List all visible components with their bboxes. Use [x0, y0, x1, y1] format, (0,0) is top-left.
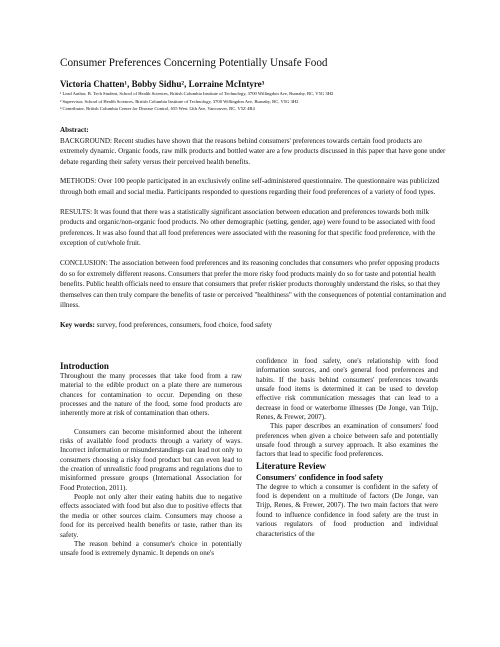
- paper-title: Consumer Preferences Concerning Potentially Unsafe Food: [60, 57, 328, 69]
- abstract-heading: Abstract:: [60, 126, 89, 134]
- keywords-label: Key words:: [60, 320, 95, 329]
- author-list: Victoria Chatten¹, Bobby Sidhu², Lorraine McIntyre³: [60, 79, 265, 89]
- left-column: [60, 360, 242, 559]
- body-paragraph-scope: This paper describes an examination of consumers' food preferences when given a choice between safe and potentially unsafe food through a survey approach. It also examines the factors that lead to specific food preferences.: [256, 422, 438, 459]
- keywords-list: survey, food preferences, consumers, food choice, food safety: [94, 320, 273, 329]
- body-paragraph-continued: confidence in food safety, one's relationship with food information sources, and one's general food preferences and habits. If the basis behind consumers' preferences towards unsafe food items is determined it can be used to develop effective risk communication messages that can lead to a decrease in food or waterborne illnesses (De Jonge, van Trijp, Renes, & Frewer, 2007).: [256, 357, 438, 422]
- abstract-section: [60, 125, 448, 340]
- abstract-methods: METHODS: Over 100 people participated in an exclusively online self-administered questionnaire. The questionnaire was publicized through both email and social media. Participants responded to questions regarding their food preferences of a variety of food types.: [60, 177, 440, 196]
- affiliation-3: ³ Contributor, British Columbia Center for Disease Control, 655 West 12th Ave, Vancouver, BC, V5Z 4R4: [60, 106, 255, 112]
- abstract-results: RESULTS: It was found that there was a statistically significant association between education and preferences towards both milk products and organic/non-organic food products. No other demographic (setting, gender, age) were found to be associated with food preferences. It was also found that all food preferences were associated with the reasoning for that specific food preference, with the exception of cut/whole fruit.: [60, 207, 436, 248]
- keywords: [60, 320, 448, 331]
- intro-paragraph-2: Consumers can become misinformed about the inherent risks of available food products through a variety of ways. Incorrect information or misunderstandings can lead not only to consumers choosing a risky food product but can even lead to the creation of unrealistic food programs and regulations due to misinformed pressure groups (International Association for Food Protection, 2011).: [60, 427, 242, 492]
- introduction-heading: Introduction: [60, 361, 109, 371]
- literature-paragraph: The degree to which a consumer is confident in the safety of food is dependent on a multitude of factors (De Jonge, van Trijp, Renes, & Frewer, 2007). The two main factors that were found to influence confidence in food safety are the trust in various regulators of food production and individual characteristics of the: [256, 482, 438, 538]
- affiliation-1: ¹ Lead Author, B. Tech Student, School of Health Sciences, British Columbia Institute of Technology, 3700 Willingdon Ave, Burnaby, BC, V5G 3H2: [60, 91, 334, 96]
- abstract-background: BACKGROUND: Recent studies have shown that the reasons behind consumers' preferences towards certain food products are extremely dynamic. Organic foods, raw milk products and bottled water are a few products discussed in this paper that have gone under debate regarding their safety versus their perceived health benefits.: [60, 136, 446, 166]
- affiliations: [60, 90, 460, 113]
- intro-paragraph-3: People not only alter their eating habits due to negative effects associated with food but also due to positive effects that the media or other sources claim. Consumers may choose a food for its perceived health benefits or taste, rather than its safety.: [60, 493, 242, 539]
- intro-paragraph-4: The reason behind a consumer's choice in potentially unsafe food is extremely dynamic. It depends on one's: [60, 539, 242, 558]
- confidence-subheading: Consumers' confidence in food safety: [256, 472, 384, 482]
- affiliation-2: ² Supervisor, School of Health Sciences, British Columbia Institute of Technology, 3700 Willingdon Ave, Burnaby, BC, V5G 3H2: [60, 98, 299, 104]
- literature-review-heading: Literature Review: [256, 460, 327, 471]
- intro-paragraph-1: Throughout the many processes that take food from a raw material to the edible product on a plate there are numerous chances for contamination to occur. Depending on these processes and the nature of the food, some food products are inherently more at risk of contamination than others.: [60, 372, 242, 418]
- right-column: [256, 357, 438, 539]
- abstract-conclusion: CONCLUSION: The association between food preferences and its reasoning concludes that consumers who prefer opposing products do so for extremely different reasons. Consumers that prefer the more risky food products mainly do so for taste and potential health benefits. Public health officials need to ensure that consumers that prefer riskier products thoroughly understand the risks, so that they themselves can then truly compare the benefits of taste or perceived "healthiness" with the consequences of potential contamination and illness.: [60, 258, 446, 310]
